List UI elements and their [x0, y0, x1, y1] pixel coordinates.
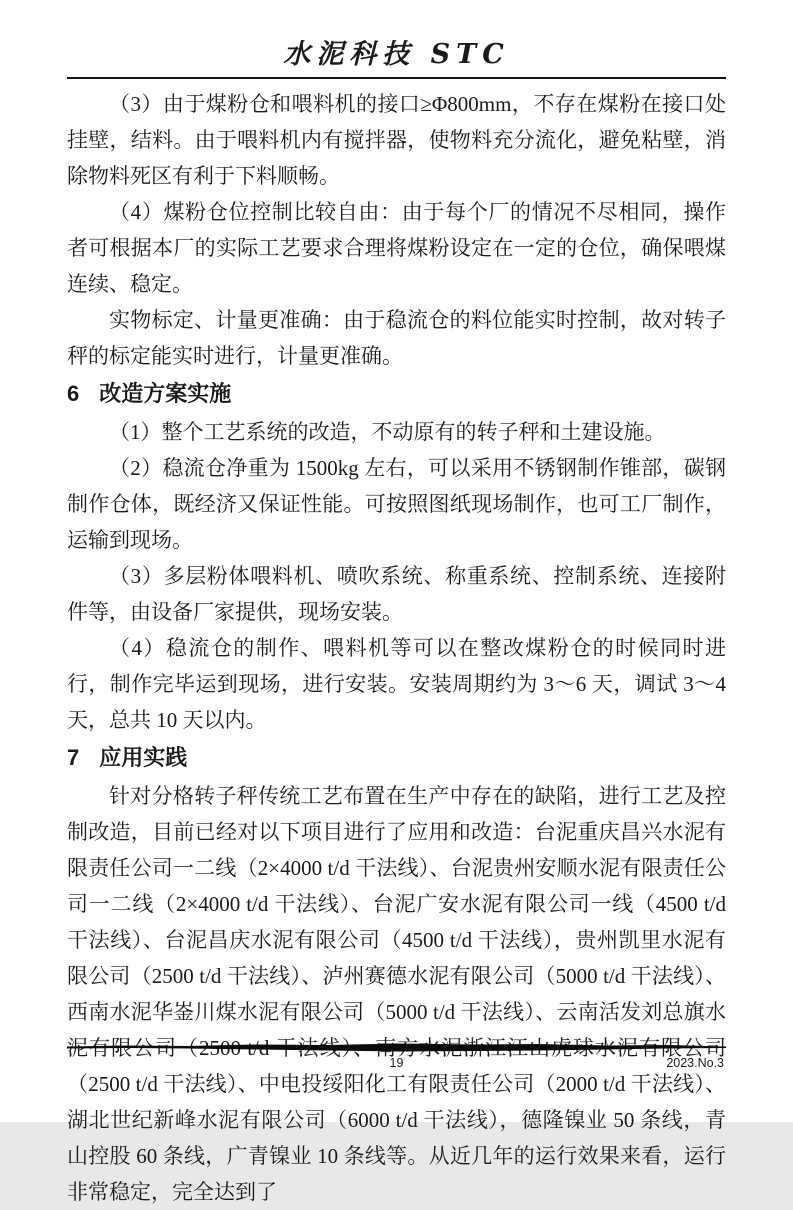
paragraph-coal-bin-interface: （3）由于煤粉仓和喂料机的接口≥Φ800mm，不存在煤粉在接口处挂壁，结料。由于喂料机内有搅拌器，使物料充分流化，避免粘壁，消除物料死区有利于下料顺畅。: [67, 92, 726, 188]
paragraph-application-projects: 针对分格转子秤传统工艺布置在生产中存在的缺陷，进行工艺及控制改造，目前已经对以下项目进行了应用和改造：台泥重庆昌兴水泥有限责任公司一二线（2×4000 t/d 干法线）、台泥贵州安顺水泥有限责任公司一二线（2×4000 t/d 干法线）、台泥广安水泥有限公司一线（4500 t/d 干法线）、台泥昌庆水泥有限公司（4500 t/d 干法线），贵州凯里水泥有限公司（2500 t/d 干法线）、泸州赛德水泥有限公司（5000 t/d 干法线）、西南水泥华崟川煤水泥有限公司（5000 t/d 干法线）、云南活发刘总旗水 （2500 t/d 干法线）、中电投绥阳化工有限责任公司（2000 t/d 干法线）、湖北世纪新峰水泥有限公司（6000 t/d 干法线），德隆镍业 50 条线，青山控股 60 条线，广青镍业 10 条线等。从近几年的运行效果来看，运行非常稳定，完全达到了: [67, 784, 726, 1204]
section-heading-7: [67, 740, 726, 776]
paragraph-impl-4: （4）稳流仓的制作、喂料机等可以在整改煤粉仓的时候同时进行，制作完毕运到现场，进行安装。安装周期约为 3～6 天，调试 3～4 天，总共 10 天以内。: [67, 636, 726, 732]
page-number: 19: [389, 1056, 404, 1070]
paragraph-calibration: 实物标定、计量更准确：由于稳流仓的料位能实时控制，故对转子秤的标定能实时进行，计量更准确。: [67, 308, 726, 368]
paragraph-impl-1: （1）整个工艺系统的改造，不动原有的转子秤和土建设施。: [109, 420, 666, 444]
page-body: [67, 79, 726, 1210]
page-footer: [67, 1042, 726, 1074]
section-title: 应用实践: [99, 745, 188, 770]
footer-row: [67, 1054, 726, 1074]
issue-number: 2023.No.3: [666, 1056, 724, 1070]
paragraph-bin-level-control: （4）煤粉仓位控制比较自由：由于每个厂的情况不尽相同，操作者可根据本厂的实际工艺要求合理将煤粉设定在一定的仓位，确保喂煤连续、稳定。: [67, 200, 726, 296]
section-title: 改造方案实施: [99, 381, 232, 406]
section-number: 7: [67, 745, 80, 770]
page-header: [67, 38, 726, 79]
section-number: 6: [67, 381, 80, 406]
section-heading-6: [67, 376, 726, 412]
footer-divider: [67, 1042, 726, 1053]
paragraph-impl-2: （2）稳流仓净重为 1500kg 左右，可以采用不锈钢制作锥部，碳钢制作仓体，既经济又保证性能。可按照图纸现场制作，也可工厂制作，运输到现场。: [67, 456, 726, 552]
journal-title: 水泥科技 STC: [283, 39, 510, 70]
paragraph-impl-3: （3）多层粉体喂料机、喷吹系统、称重系统、控制系统、连接附件等，由设备厂家提供，现场安装。: [67, 564, 726, 624]
